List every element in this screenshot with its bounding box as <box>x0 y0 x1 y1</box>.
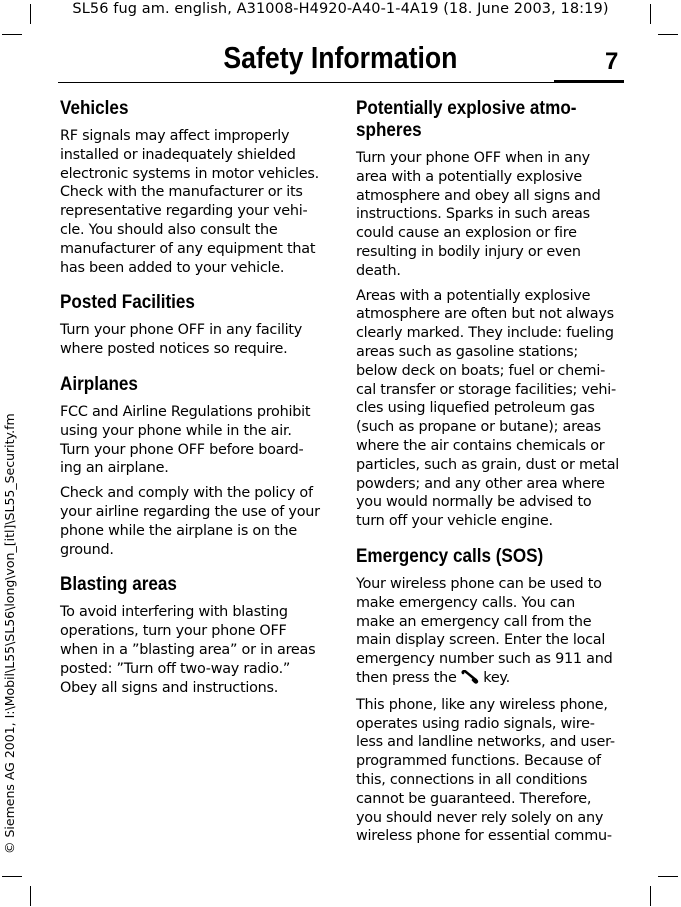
text-line: below deck on boats; fuel or chemi- <box>356 362 606 379</box>
text-line: Turn your phone OFF in any facility <box>60 322 303 339</box>
text-line: make emergency calls. You can <box>356 594 575 611</box>
text-line: Check and comply with the policy of <box>60 485 313 502</box>
paragraph <box>60 603 326 697</box>
text-line: electronic systems in motor vehicles. <box>60 165 319 182</box>
section-emergency-calls <box>356 546 624 846</box>
paragraph <box>60 484 326 559</box>
text-line: cannot be guaranteed. Therefore, <box>356 790 592 807</box>
section-airplanes <box>60 374 326 559</box>
crop-mark <box>658 34 678 35</box>
section-explosive-atmospheres <box>356 98 624 531</box>
text-line: atmosphere are often but not always <box>356 306 614 323</box>
text-line: could cause an explosion or fire <box>356 225 577 242</box>
text-line: (such as propane or butane); areas <box>356 419 601 436</box>
text-line: make an emergency call from the <box>356 613 592 630</box>
copyright-side-note: © Siemens AG 2001, I:\Mobil\L55\SL56\long\von_[itl]\SL55_Security.fm <box>2 413 17 854</box>
section-blasting-areas <box>60 574 326 697</box>
text-line: then press the <box>356 669 457 686</box>
text-line: operations, turn your phone OFF <box>60 623 287 640</box>
heading-line: Potentially explosive atmo- <box>356 98 577 119</box>
section-heading: Blasting areas <box>60 574 177 596</box>
title-rule <box>58 82 624 83</box>
section-heading: Emergency calls (SOS) <box>356 545 544 567</box>
text-line: particles, such as grain, dust or metal <box>356 456 620 473</box>
text-line: wireless phone for essential commu- <box>356 828 612 845</box>
section-heading: Airplanes <box>60 373 138 395</box>
text-line: RF signals may affect improperly <box>60 128 290 144</box>
crop-mark <box>658 876 678 877</box>
paragraph <box>356 287 624 531</box>
crop-mark <box>30 886 31 906</box>
page-number: 7 <box>605 48 619 75</box>
text-line: Obey all signs and instructions. <box>60 679 279 696</box>
document-info-header: SL56 fug am. english, A31008-H4920-A40-1-4A19 (18. June 2003, 18:19) <box>72 1 609 17</box>
text-line: ing an airplane. <box>60 460 169 477</box>
text-line: Turn your phone OFF before board- <box>60 441 304 458</box>
text-line: where posted notices so require. <box>60 341 288 358</box>
crop-mark <box>650 886 651 906</box>
text-line: This phone, like any wireless phone, <box>356 696 608 713</box>
text-line: installed or inadequately shielded <box>60 146 296 163</box>
heading-line: spheres <box>356 120 422 141</box>
paragraph <box>356 149 624 281</box>
text-line: area with a potentially explosive <box>356 168 582 185</box>
text-line: programmed functions. Because of <box>356 753 601 770</box>
paragraph <box>356 696 624 846</box>
text-line: key. <box>483 669 510 686</box>
page-number-rule <box>554 80 624 83</box>
text-line: clearly marked. They include: fueling <box>356 325 614 342</box>
text-line: areas such as gasoline stations; <box>356 343 578 360</box>
text-line: when in a ”blasting area” or in areas <box>60 641 316 658</box>
text-line: cle. You should also consult the <box>60 221 278 238</box>
text-line: Areas with a potentially explosive <box>356 287 591 304</box>
text-line: To avoid interfering with blasting <box>60 604 288 621</box>
section-vehicles <box>60 98 326 277</box>
left-column <box>60 98 326 712</box>
text-line: instructions. Sparks in such areas <box>356 206 590 223</box>
text-line: resulting in bodily injury or even <box>356 243 581 260</box>
section-heading <box>356 98 626 142</box>
section-posted-facilities <box>60 292 326 359</box>
text-line: posted: ”Turn off two-way radio.” <box>60 660 291 677</box>
text-line: emergency number such as 911 and <box>356 651 613 668</box>
text-line: Check with the manufacturer or its <box>60 184 303 201</box>
section-heading: Vehicles <box>60 98 129 119</box>
text-line: where the air contains chemicals or <box>356 437 605 454</box>
text-line: cles using liquefied petroleum gas <box>356 400 595 417</box>
text-line: main display screen. Enter the local <box>356 632 606 649</box>
text-line: you would normally be advised to <box>356 494 592 511</box>
section-heading: Posted Facilities <box>60 292 195 314</box>
text-line: less and landline networks, and user- <box>356 734 615 751</box>
text-line: powders; and any other area where <box>356 475 605 492</box>
text-line: phone while the airplane is on the <box>60 522 298 539</box>
paragraph <box>60 403 326 478</box>
text-line: FCC and Airline Regulations prohibit <box>60 403 311 420</box>
text-line: cal transfer or storage facilities; vehi- <box>356 381 616 398</box>
text-line: turn off your vehicle engine. <box>356 513 553 530</box>
text-line: atmosphere and obey all signs and <box>356 187 601 204</box>
paragraph <box>356 575 624 690</box>
text-line: Turn your phone OFF when in any <box>356 150 590 166</box>
text-line: representative regarding your vehi- <box>60 203 308 220</box>
text-line: operates using radio signals, wire- <box>356 715 595 732</box>
crop-mark <box>2 876 22 877</box>
text-line: death. <box>356 262 401 279</box>
text-line: has been added to your vehicle. <box>60 259 285 276</box>
crop-mark <box>2 34 22 35</box>
page-title: Safety Information <box>223 40 458 75</box>
paragraph <box>60 127 326 277</box>
text-line: your airline regarding the use of your <box>60 503 320 520</box>
text-line: Your wireless phone can be used to <box>356 575 602 592</box>
text-line: you should never rely solely on any <box>356 809 604 826</box>
phone-handset-icon <box>461 670 479 690</box>
text-line: this, connections in all conditions <box>356 771 588 788</box>
text-line: ground. <box>60 541 114 558</box>
paragraph <box>60 321 326 359</box>
right-column <box>356 98 624 861</box>
text-line: manufacturer of any equipment that <box>60 240 316 257</box>
text-line: using your phone while in the air. <box>60 422 292 439</box>
